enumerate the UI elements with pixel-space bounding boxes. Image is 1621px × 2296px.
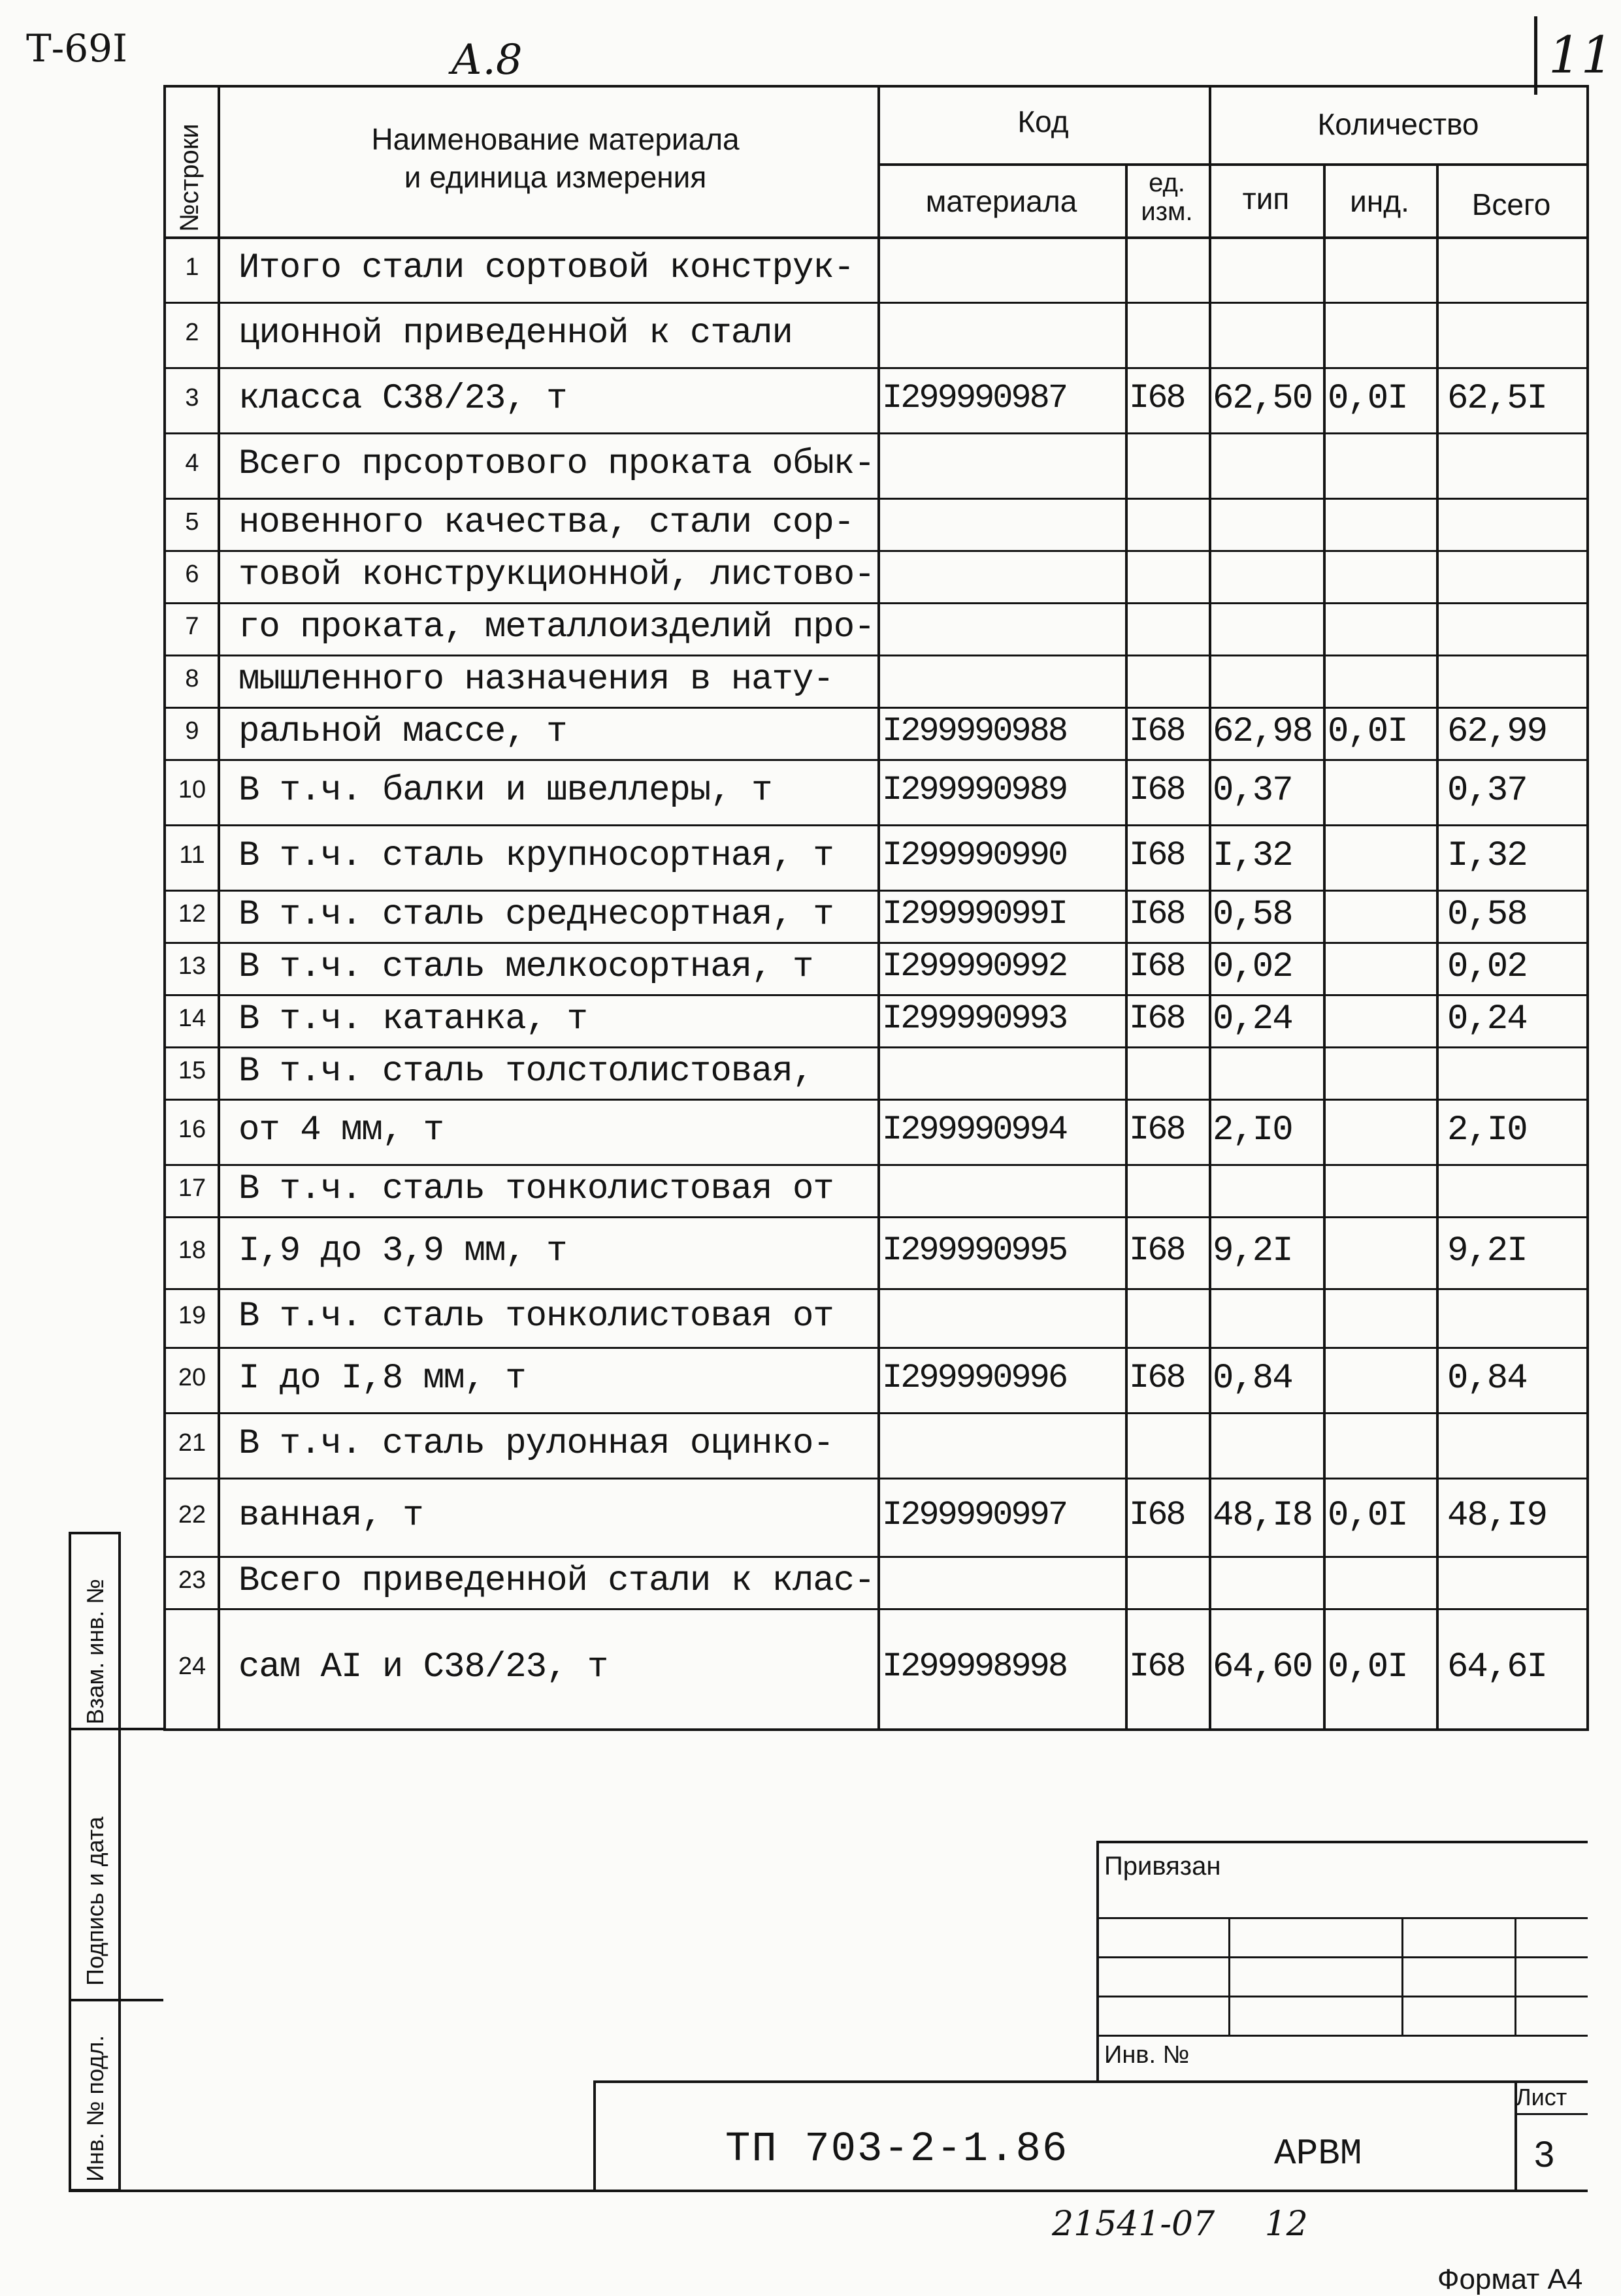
total-qty-cell: 0,58 xyxy=(1447,895,1527,935)
material-name-cell: Итого стали сортовой конструк- xyxy=(238,248,855,288)
total-qty-cell: 2,I0 xyxy=(1447,1110,1527,1150)
name-col-divider xyxy=(877,85,880,1731)
row-number: 4 xyxy=(185,449,199,477)
row-divider xyxy=(163,1164,1588,1166)
margin-replace-inv: Взам. инв. № xyxy=(82,1578,108,1724)
unit-code-cell: I68 xyxy=(1129,1496,1185,1534)
type-qty-cell: 0,24 xyxy=(1213,999,1292,1039)
row-divider xyxy=(163,602,1588,604)
material-name-cell: мышленного назначения в нату- xyxy=(238,660,834,700)
type-qty-cell: 0,84 xyxy=(1213,1359,1292,1399)
ind-col-divider xyxy=(1436,163,1439,1731)
type-qty-cell: 0,02 xyxy=(1213,947,1292,987)
unit-code-cell: I68 xyxy=(1129,379,1185,417)
type-qty-cell: 62,50 xyxy=(1213,379,1313,419)
individual-qty-cell: 0,0I xyxy=(1328,1496,1407,1536)
tb-top xyxy=(1096,1841,1588,1843)
row-number: 20 xyxy=(178,1364,206,1391)
material-code-cell: I299990992 xyxy=(882,947,1067,986)
type-qty-cell: 9,2I xyxy=(1213,1231,1292,1271)
total-qty-cell: 64,6I xyxy=(1447,1647,1547,1687)
header-material-name xyxy=(242,121,869,196)
total-qty-cell: 0,37 xyxy=(1447,771,1527,811)
individual-qty-cell: 0,0I xyxy=(1328,1647,1407,1687)
row-number: 8 xyxy=(185,665,199,692)
total-qty-cell: 9,2I xyxy=(1447,1231,1527,1271)
margin-stamp-divider-2 xyxy=(69,1999,163,2001)
row-divider xyxy=(163,1046,1588,1048)
header-individual-qty: инд. xyxy=(1350,184,1409,218)
tb-bound-label: Привязан xyxy=(1104,1852,1221,1881)
stamp-left xyxy=(593,2080,596,2191)
unit-code-cell: I68 xyxy=(1129,836,1185,875)
header-unit-line2: изм. xyxy=(1141,197,1193,226)
material-code-cell: I299990988 xyxy=(882,712,1067,751)
row-number: 24 xyxy=(178,1653,206,1680)
material-code-cell: I299990997 xyxy=(882,1496,1067,1534)
drawing-series: АРВМ xyxy=(1274,2133,1362,2175)
row-divider xyxy=(163,707,1588,709)
row-number: 6 xyxy=(185,560,199,588)
row-number: 12 xyxy=(178,900,206,928)
row-number: 15 xyxy=(178,1057,206,1084)
row-divider xyxy=(163,1288,1588,1290)
material-name-cell: I до I,8 мм, т xyxy=(238,1359,526,1399)
tb-vline-3 xyxy=(1515,1917,1516,2035)
header-total-qty: Всего xyxy=(1471,187,1551,221)
tb-line-4 xyxy=(1096,2035,1588,2037)
row-divider xyxy=(163,1478,1588,1479)
stamp-sheet-label: Лист xyxy=(1516,2084,1567,2110)
sheet-number: 3 xyxy=(1534,2133,1555,2175)
row-divider xyxy=(163,1412,1588,1414)
material-name-cell: В т.ч. сталь рулонная оцинко- xyxy=(238,1424,834,1464)
material-name-cell: ральной массе, т xyxy=(238,712,567,752)
type-qty-cell: I,32 xyxy=(1213,836,1292,876)
material-name-cell: I,9 до 3,9 мм, т xyxy=(238,1231,567,1271)
row-divider xyxy=(163,890,1588,892)
material-code-cell: I299990993 xyxy=(882,999,1067,1038)
row-divider xyxy=(163,498,1588,500)
individual-qty-cell: 0,0I xyxy=(1328,379,1407,419)
unit-code-cell: I68 xyxy=(1129,1647,1185,1686)
row-number: 22 xyxy=(178,1501,206,1528)
material-name-cell: В т.ч. сталь тонколистовая от xyxy=(238,1297,834,1336)
row-number: 11 xyxy=(179,841,205,869)
header-name-line2: и единица измерения xyxy=(404,159,707,194)
page-bottom-border xyxy=(69,2190,1588,2192)
archive-sheet: 12 xyxy=(1264,2205,1308,2244)
row-divider xyxy=(163,655,1588,656)
table-bottom-border xyxy=(163,1728,1588,1731)
row-divider xyxy=(163,432,1588,434)
code-col-divider xyxy=(1125,163,1128,1731)
material-code-cell: I299990994 xyxy=(882,1110,1067,1149)
total-qty-cell: 0,84 xyxy=(1447,1359,1527,1399)
individual-qty-cell: 0,0I xyxy=(1328,712,1407,752)
row-number: 1 xyxy=(185,253,199,281)
corner-divider xyxy=(1534,16,1537,95)
header-name-line1: Наименование материала xyxy=(371,122,740,156)
type-col-divider xyxy=(1323,163,1326,1731)
tb-vline-1 xyxy=(1228,1917,1230,2035)
material-name-cell: новенного качества, стали сор- xyxy=(238,503,855,543)
row-number: 3 xyxy=(185,384,199,412)
type-qty-cell: 64,60 xyxy=(1213,1647,1313,1687)
margin-inv-original: Инв. № подл. xyxy=(82,2035,108,2182)
unit-code-cell: I68 xyxy=(1129,712,1185,751)
tb-inv-label: Инв. № xyxy=(1104,2041,1190,2069)
archive-number xyxy=(1052,2205,1308,2244)
material-name-cell: Всего приведенной стали к клас- xyxy=(238,1561,875,1601)
total-qty-cell: 0,02 xyxy=(1447,947,1527,987)
type-qty-cell: 2,I0 xyxy=(1213,1110,1292,1150)
unit-code-cell: I68 xyxy=(1129,947,1185,986)
row-number: 5 xyxy=(185,508,199,536)
type-qty-cell: 62,98 xyxy=(1213,712,1313,752)
material-name-cell: ционной приведенной к стали xyxy=(238,314,793,353)
unit-code-cell: I68 xyxy=(1129,771,1185,809)
row-divider xyxy=(163,302,1588,304)
margin-sign-date: Подпись и дата xyxy=(82,1817,108,1986)
material-name-cell: В т.ч. сталь среднесортная, т xyxy=(238,895,834,935)
unit-code-cell: I68 xyxy=(1129,1231,1185,1270)
unit-col-divider xyxy=(1209,85,1211,1731)
paper-format: Формат А4 xyxy=(1437,2263,1583,2295)
tb-left xyxy=(1096,1841,1099,2082)
row-divider xyxy=(163,367,1588,369)
row-divider xyxy=(163,1347,1588,1349)
header-type-qty: тип xyxy=(1242,182,1290,216)
row-number: 13 xyxy=(178,952,206,980)
type-qty-cell: 0,37 xyxy=(1213,771,1292,811)
tb-vline-2 xyxy=(1401,1917,1403,2035)
table-top-border xyxy=(163,85,1588,88)
row-number: 21 xyxy=(178,1429,206,1457)
total-qty-cell: 0,24 xyxy=(1447,999,1527,1039)
row-number: 10 xyxy=(178,776,206,803)
row-divider xyxy=(163,1556,1588,1558)
row-number: 17 xyxy=(178,1174,206,1202)
type-qty-cell: 48,I8 xyxy=(1213,1496,1313,1536)
project-designation: ТП 703-2-1.86 xyxy=(725,2126,1069,2173)
document-code: Т-69I xyxy=(26,26,127,71)
material-name-cell: В т.ч. сталь крупносортная, т xyxy=(238,836,834,876)
material-spec-table xyxy=(163,85,1588,1731)
material-name-cell: го проката, металлоизделий про- xyxy=(238,607,875,647)
handwritten-sheet-number: 11 xyxy=(1548,26,1614,85)
material-name-cell: В т.ч. сталь тонколистовая от xyxy=(238,1169,834,1209)
material-name-cell: Всего прсортового проката обык- xyxy=(238,444,875,484)
total-qty-cell: 48,I9 xyxy=(1447,1496,1547,1536)
material-name-cell: класса С38/23, т xyxy=(238,379,567,419)
row-number: 19 xyxy=(178,1302,206,1329)
margin-stamp-divider-1 xyxy=(69,1728,163,1730)
material-name-cell: сам АI и С38/23, т xyxy=(238,1647,608,1687)
appendix-mark: А.8 xyxy=(451,36,523,84)
row-divider xyxy=(163,942,1588,944)
material-name-cell: В т.ч. балки и швеллеры, т xyxy=(238,771,772,811)
row-divider xyxy=(163,1099,1588,1101)
total-qty-cell: I,32 xyxy=(1447,836,1527,876)
material-code-cell: I299998998 xyxy=(882,1647,1067,1686)
archive-code: 21541-07 xyxy=(1052,2205,1215,2244)
unit-code-cell: I68 xyxy=(1129,895,1185,933)
unit-code-cell: I68 xyxy=(1129,1359,1185,1397)
header-material-code: материала xyxy=(925,184,1077,218)
material-name-cell: товой конструкционной, листово- xyxy=(238,555,875,595)
total-qty-cell: 62,5I xyxy=(1447,379,1547,419)
header-quantity-group: Количество xyxy=(1317,107,1479,141)
material-name-cell: ванная, т xyxy=(238,1496,423,1536)
row-divider xyxy=(163,1216,1588,1218)
header-unit xyxy=(1125,169,1209,226)
header-row-number: №строки xyxy=(175,123,204,232)
row-divider xyxy=(163,824,1588,826)
total-qty-cell: 62,99 xyxy=(1447,712,1547,752)
row-number: 18 xyxy=(178,1237,206,1264)
material-name-cell: В т.ч. сталь мелкосортная, т xyxy=(238,947,813,987)
row-number: 2 xyxy=(185,319,199,346)
material-code-cell: I29999099I xyxy=(882,895,1067,933)
row-divider xyxy=(163,550,1588,552)
row-divider xyxy=(163,1608,1588,1610)
material-code-cell: I299990995 xyxy=(882,1231,1067,1270)
header-bottom-border xyxy=(163,236,1588,239)
row-number: 16 xyxy=(178,1116,206,1143)
unit-code-cell: I68 xyxy=(1129,999,1185,1038)
row-number: 9 xyxy=(185,717,199,745)
row-divider xyxy=(163,994,1588,996)
table-right-border xyxy=(1586,85,1589,1731)
stamp-top xyxy=(593,2080,1588,2083)
material-name-cell: от 4 мм, т xyxy=(238,1110,444,1150)
row-number: 7 xyxy=(185,613,199,640)
type-qty-cell: 0,58 xyxy=(1213,895,1292,935)
material-name-cell: В т.ч. катанка, т xyxy=(238,999,587,1039)
row-divider xyxy=(163,759,1588,761)
row-number: 14 xyxy=(178,1005,206,1032)
unit-code-cell: I68 xyxy=(1129,1110,1185,1149)
material-name-cell: В т.ч. сталь толстолистовая, xyxy=(238,1052,813,1091)
header-unit-line1: ед. xyxy=(1149,169,1185,197)
row-number: 23 xyxy=(178,1566,206,1594)
header-code-group: Код xyxy=(1017,105,1069,138)
material-code-cell: I299990987 xyxy=(882,379,1067,417)
material-code-cell: I299990996 xyxy=(882,1359,1067,1397)
header-subdivider xyxy=(877,163,1588,166)
material-code-cell: I299990990 xyxy=(882,836,1067,875)
material-code-cell: I299990989 xyxy=(882,771,1067,809)
stamp-sheet-line xyxy=(1515,2113,1588,2115)
